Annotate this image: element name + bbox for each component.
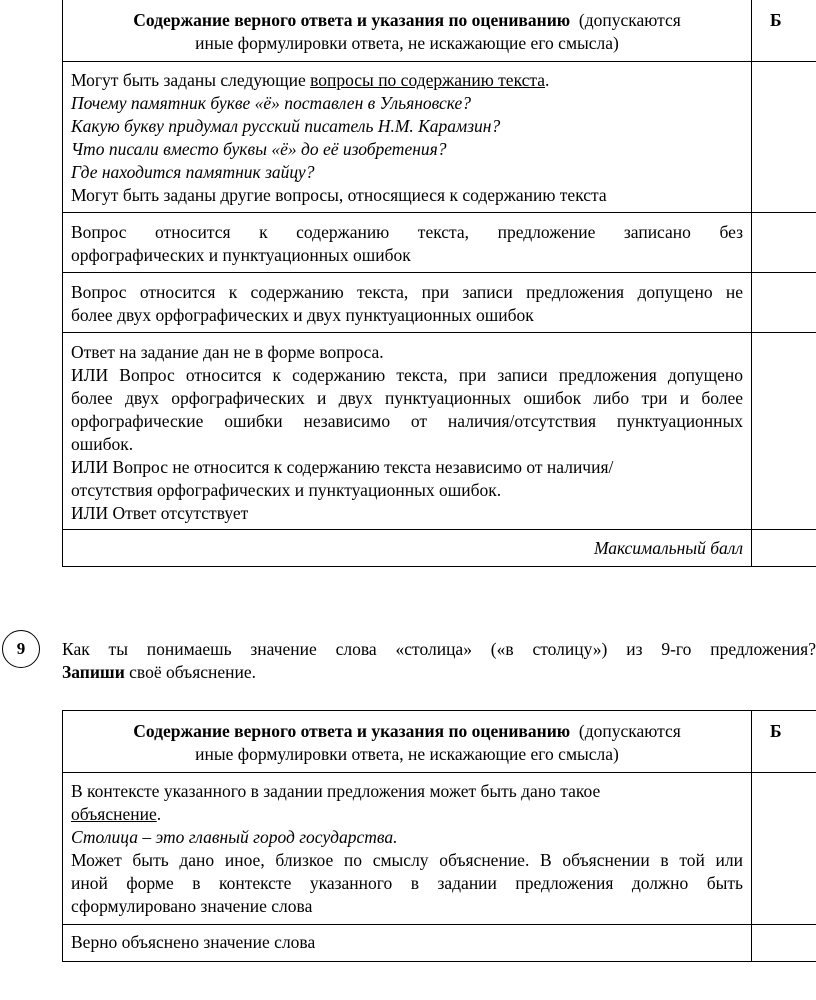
question-line2-rest: своё объяснение. bbox=[124, 662, 257, 682]
row4-line1: Ответ на задание дан не в форме вопроса. bbox=[71, 342, 384, 362]
table-header-row bbox=[63, 0, 816, 62]
score-header-cell bbox=[752, 0, 816, 62]
question-bold-word: Запиши bbox=[62, 662, 125, 682]
score-cell bbox=[752, 62, 816, 213]
row1-line1-pre: Могут быть заданы следующие bbox=[71, 70, 311, 90]
score-cell bbox=[752, 925, 816, 962]
header-cell bbox=[63, 0, 752, 62]
grading-table-top bbox=[62, 0, 816, 567]
header-normal: (допускаются bbox=[578, 10, 681, 30]
t2-row2: Верно объяснено значение слова bbox=[71, 932, 316, 952]
score-header: Б bbox=[770, 721, 782, 741]
criterion-cell bbox=[63, 213, 752, 273]
score-header: Б bbox=[770, 10, 782, 30]
table-row bbox=[63, 333, 816, 530]
table-row bbox=[63, 213, 816, 273]
question-number-badge bbox=[2, 630, 40, 668]
answer-cell bbox=[63, 773, 752, 925]
example-question-1: Почему памятник букве «ё» поставлен в Ульяновске? bbox=[71, 93, 472, 113]
answer-cell bbox=[63, 62, 752, 213]
score-cell bbox=[752, 213, 816, 273]
header-bold: Содержание верного ответа и указания по оцениванию bbox=[133, 10, 571, 30]
table-row bbox=[63, 530, 816, 567]
question-line1: Как ты понимаешь значение слова «столица» («в столицу») из 9-го предложения? bbox=[62, 639, 816, 659]
row4-line3: более двух орфографических и двух пунктуационных ошибок либо три и более bbox=[71, 388, 744, 408]
score-cell bbox=[752, 273, 816, 333]
row3-line2: более двух орфографических и двух пунктуационных ошибок bbox=[71, 305, 534, 325]
t2-underlined: объяснение bbox=[71, 804, 157, 824]
max-score-label: Максимальный балл bbox=[593, 538, 744, 558]
t2-row1-line1: В контексте указанного в задании предложения может быть дано такое bbox=[71, 781, 601, 801]
max-score-cell bbox=[63, 530, 752, 567]
criterion-cell bbox=[63, 273, 752, 333]
t2-row1-line6: сформулировано значение слова bbox=[71, 896, 313, 916]
grading-table-bottom bbox=[62, 710, 816, 962]
criterion-cell bbox=[63, 333, 752, 530]
row4-line4: орфографические ошибки независимо от наличия/отсутствия пунктуационных bbox=[71, 411, 744, 431]
row2-line1: Вопрос относится к содержанию текста, предложение записано без bbox=[71, 222, 744, 242]
header-line2: иные формулировки ответа, не искажающие его смысла) bbox=[195, 33, 619, 53]
question-text bbox=[62, 638, 816, 684]
score-header-cell bbox=[752, 711, 816, 773]
row1-line1-post: . bbox=[545, 70, 550, 90]
t2-row1-line5: иной форме в контексте указанного в задании предложения должно быть bbox=[71, 873, 744, 893]
row4-line2: ИЛИ Вопрос относится к содержанию текста, при записи предложения допущено bbox=[71, 365, 744, 385]
row1-last: Могут быть заданы другие вопросы, относящиеся к содержанию текста bbox=[71, 185, 607, 205]
table-row bbox=[63, 62, 816, 213]
row4-line5: ошибок. bbox=[71, 434, 134, 454]
row1-line1 bbox=[71, 69, 743, 92]
header-line2: иные формулировки ответа, не искажающие его смысла) bbox=[195, 744, 619, 764]
t2-row1-line4: Может быть дано иное, близкое по смыслу объяснение. В объяснении в той или bbox=[71, 850, 744, 870]
t2-row1-line2-post: . bbox=[156, 804, 162, 824]
t2-example: Столица – это главный город государства. bbox=[71, 827, 398, 847]
example-question-2: Какую букву придумал русский писатель Н.М. Карамзин? bbox=[71, 116, 501, 136]
table-row bbox=[63, 773, 816, 925]
row4-line6: ИЛИ Вопрос не относится к содержанию текста независимо от наличия/ bbox=[71, 457, 614, 477]
score-cell bbox=[752, 530, 816, 567]
header-cell bbox=[63, 711, 752, 773]
table-row bbox=[63, 925, 816, 962]
row4-line8: ИЛИ Ответ отсутствует bbox=[71, 503, 249, 523]
example-question-4: Где находится памятник зайцу? bbox=[71, 162, 315, 182]
header-bold: Содержание верного ответа и указания по оцениванию bbox=[133, 721, 571, 741]
table-row bbox=[63, 273, 816, 333]
t2-row1-line2 bbox=[71, 803, 743, 826]
table-header-row bbox=[63, 711, 816, 773]
question-number: 9 bbox=[16, 639, 26, 658]
row4-line7: отсутствия орфографических и пунктуационных ошибок. bbox=[71, 480, 502, 500]
row2-line2: орфографических и пунктуационных ошибок bbox=[71, 245, 411, 265]
example-question-3: Что писали вместо буквы «ё» до её изобретения? bbox=[71, 139, 447, 159]
criterion-cell bbox=[63, 925, 752, 962]
row1-underlined: вопросы по содержанию текста bbox=[310, 70, 546, 90]
row3-line1: Вопрос относится к содержанию текста, при записи предложения допущено не bbox=[71, 282, 744, 302]
header-normal: (допускаются bbox=[578, 721, 681, 741]
question-line2 bbox=[62, 661, 816, 684]
score-cell bbox=[752, 333, 816, 530]
score-cell bbox=[752, 773, 816, 925]
